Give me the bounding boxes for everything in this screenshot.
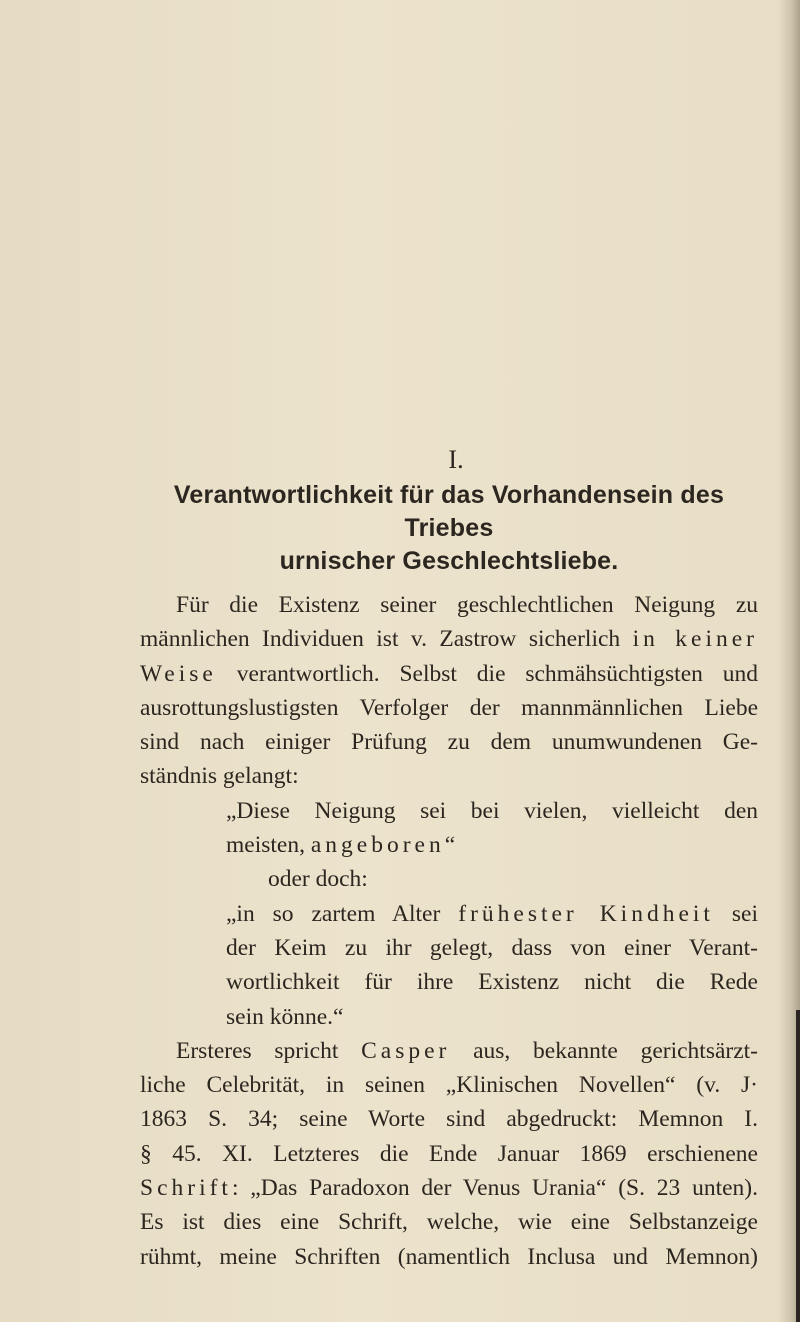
text-run: Ersteres spricht xyxy=(176,1037,362,1064)
text-run: aus, bekannte gerichtsärzt- xyxy=(450,1037,759,1064)
text-line: liche Celebrität, in seinen „Klinischen Novellen“ (v. J· xyxy=(140,1072,758,1099)
text-line xyxy=(226,897,758,931)
page-edge-dark xyxy=(796,1010,800,1322)
text-line: der Keim zu ihr gelegt, dass von einer Verant- xyxy=(226,934,758,961)
spaced-emphasis: Weise xyxy=(140,660,217,687)
text-line: oder doch: xyxy=(268,866,368,893)
paragraph-1 xyxy=(140,588,758,794)
text-run: männlichen Individuen ist v. Zastrow sicherlich xyxy=(140,626,633,653)
text-line xyxy=(140,622,758,656)
spaced-emphasis: frühester Kindheit xyxy=(458,900,714,927)
chapter-number: I. xyxy=(448,445,464,474)
spaced-emphasis: in keiner xyxy=(632,626,758,653)
connector-line xyxy=(140,862,758,896)
text-line: ausrottungslustigsten Verfolger der mannmännlichen Liebe xyxy=(140,694,758,721)
spaced-emphasis: Schrift xyxy=(140,1175,232,1202)
text-line: wortlichkeit für ihre Existenz nicht die Rede xyxy=(226,969,758,996)
text-line: ständnis gelangt: xyxy=(140,763,299,790)
chapter-title xyxy=(140,479,758,578)
text-run: “ xyxy=(444,832,456,859)
paragraph-2 xyxy=(140,1034,758,1274)
text-line: 1863 S. 34; seine Worte sind abgedruckt: Memnon I. xyxy=(140,1106,758,1133)
chapter-title-line-1: Verantwortlichkeit für das Vorhandensein des Triebes xyxy=(173,481,725,542)
text-run: sei xyxy=(713,900,758,927)
text-line: sind nach einiger Prüfung zu dem unumwundenen Ge- xyxy=(140,729,758,756)
text-line: § 45. XI. Letzteres die Ende Januar 1869 erschienene xyxy=(140,1140,758,1167)
quote-1 xyxy=(140,794,758,863)
text-line xyxy=(226,828,758,862)
text-line: rühmt, meine Schriften (namentlich Inclusa und Memnon) xyxy=(140,1243,758,1270)
text-line: Es ist dies eine Schrift, welche, wie eine Selbstanzeige xyxy=(140,1209,758,1236)
quote-2 xyxy=(140,897,758,1034)
text-run: meisten, xyxy=(226,832,311,859)
spaced-emphasis: angeboren xyxy=(310,832,445,859)
text-line: „Diese Neigung sei bei vielen, vielleicht den xyxy=(226,797,758,824)
chapter-title-line-2: urnischer Geschlechtsliebe. xyxy=(279,547,619,575)
text-line xyxy=(140,1171,758,1205)
text-line xyxy=(140,657,758,691)
text-line: Für die Existenz seiner geschlechtlichen Neigung zu xyxy=(176,592,758,618)
text-run: : „Das Paradoxon der Venus Urania“ (S. 23 unten). xyxy=(231,1175,758,1202)
text-run: „in so zartem Alter xyxy=(226,900,459,927)
text-line: sein könne.“ xyxy=(226,1003,344,1030)
spaced-emphasis: Casper xyxy=(361,1037,451,1064)
text-run: verantwortlich. Selbst die schmähsüchtigsten und xyxy=(216,660,758,687)
text-line xyxy=(140,1034,758,1068)
page-content xyxy=(140,445,758,1274)
